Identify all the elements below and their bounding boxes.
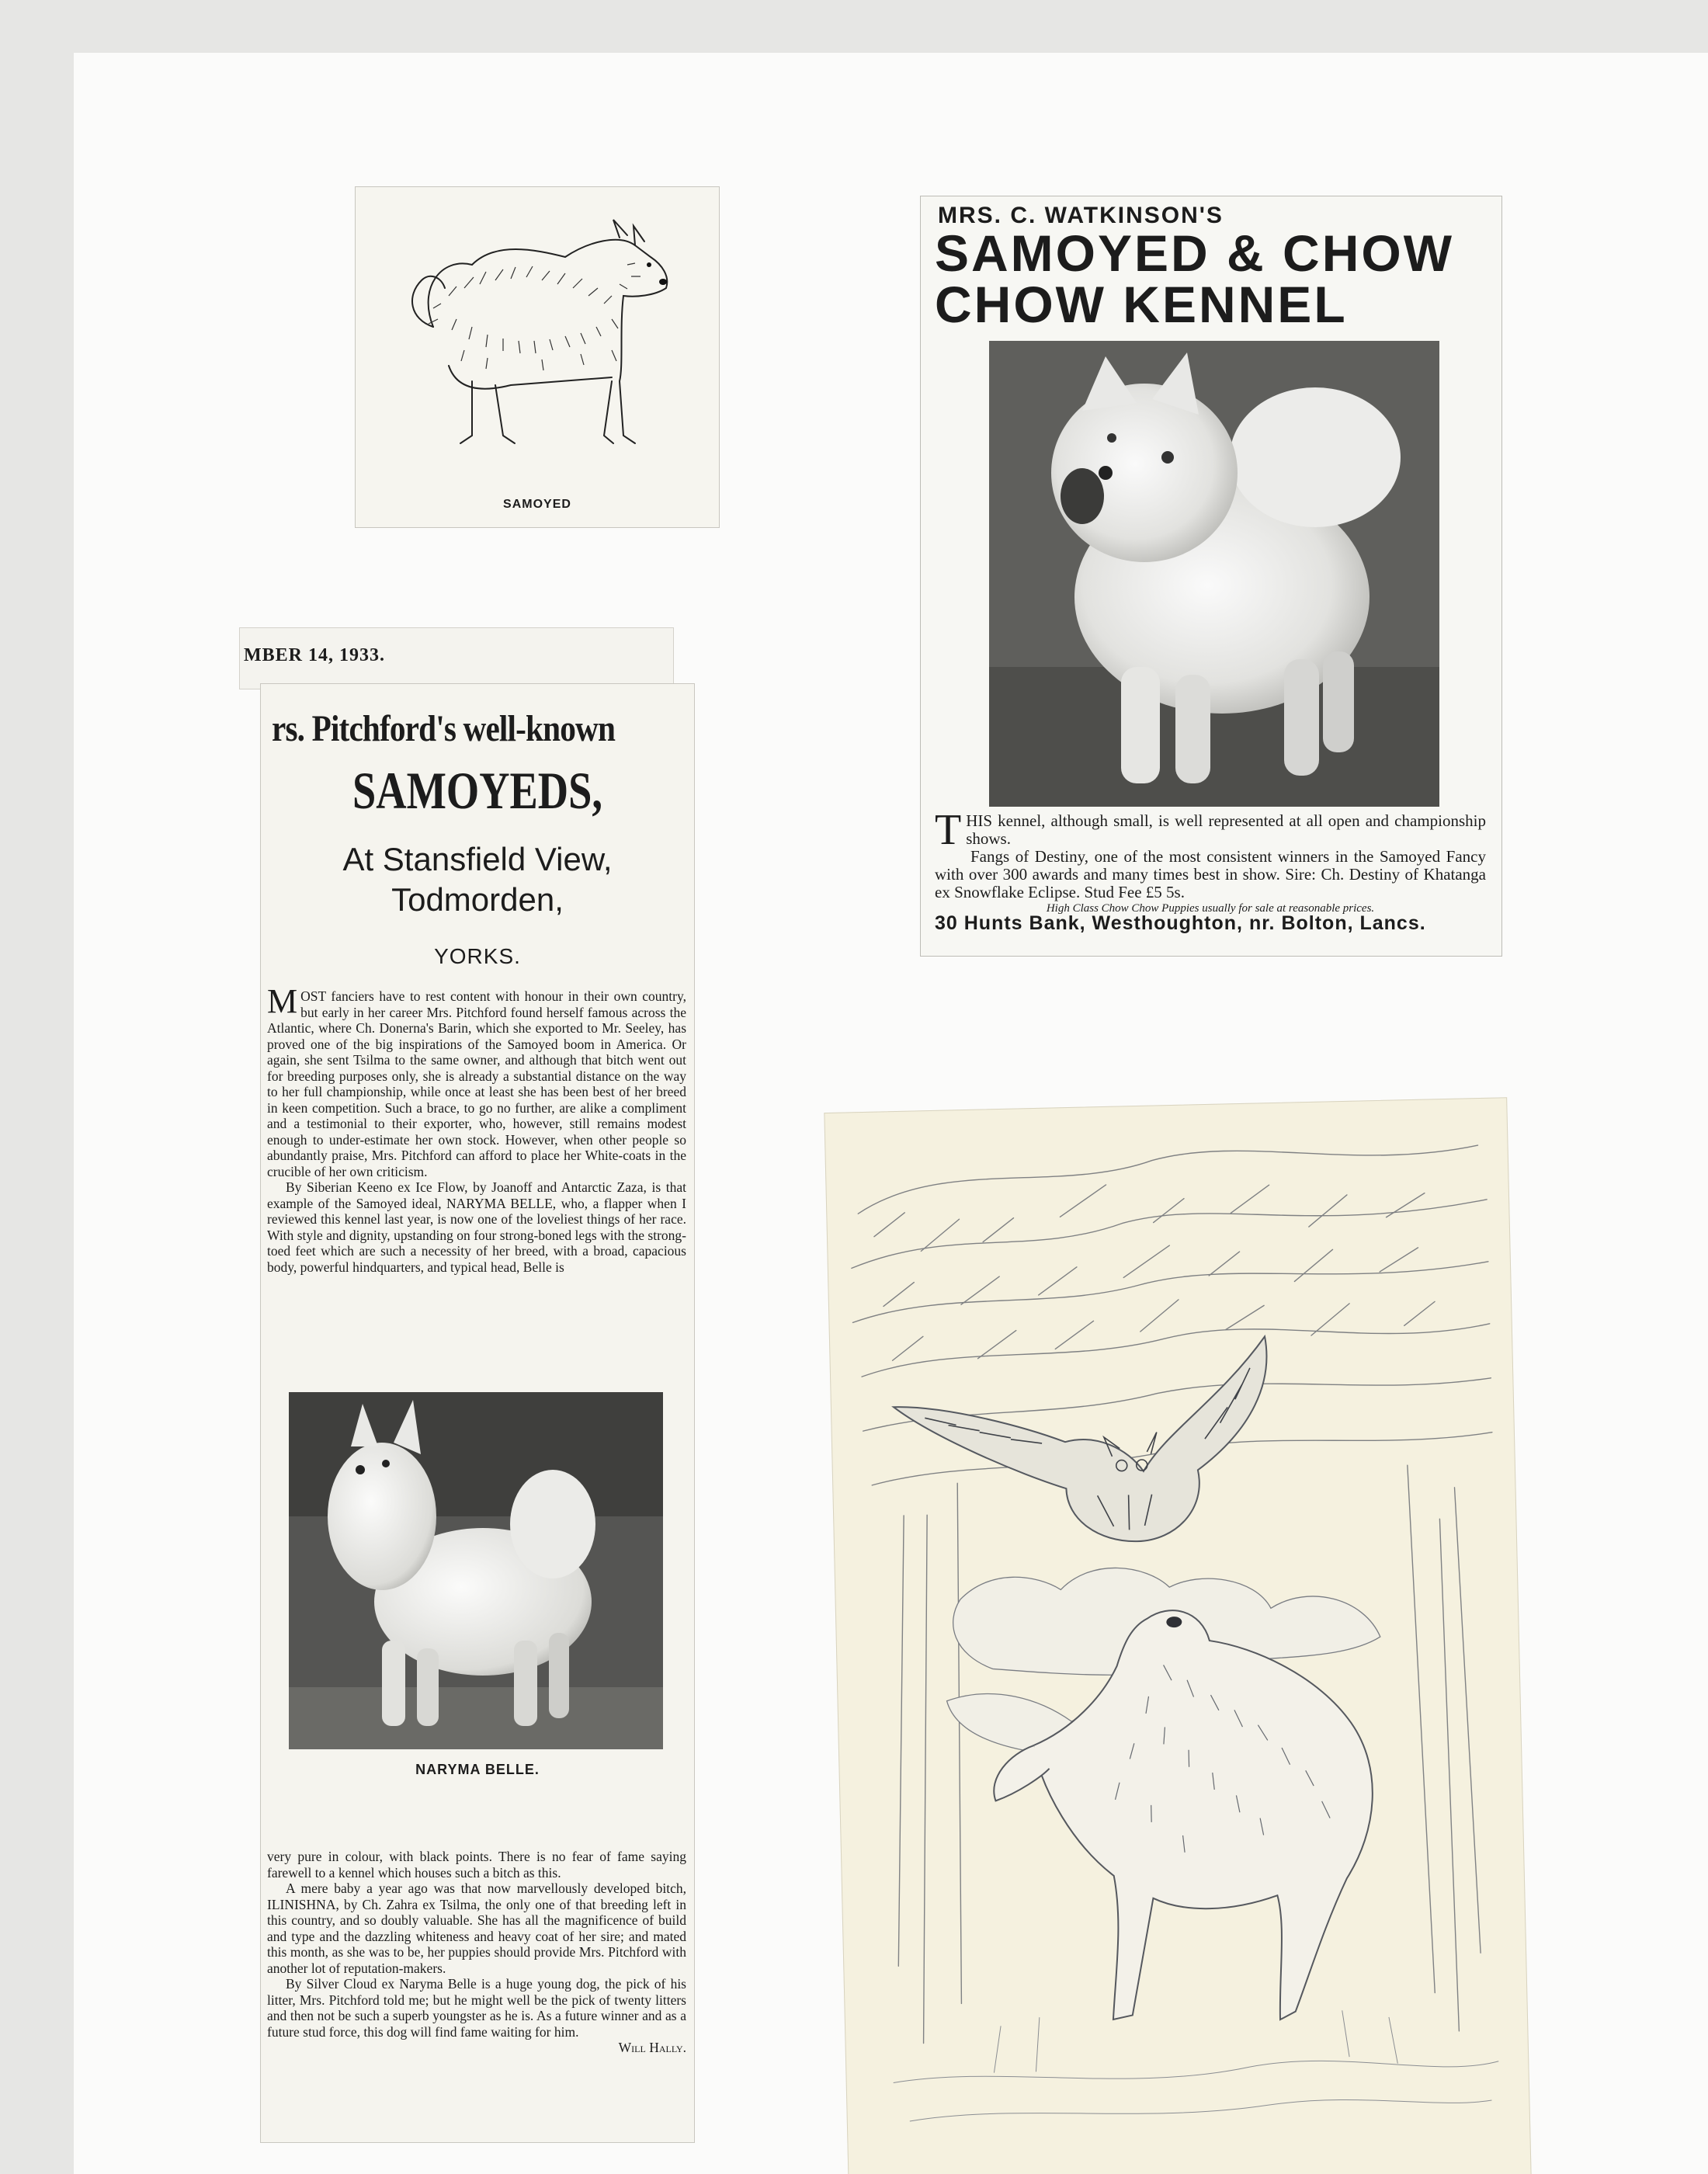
advert-dropcap: T — [935, 806, 962, 854]
samoyed-photo — [989, 341, 1439, 807]
owl-and-samoyed-illustration — [824, 1097, 1531, 2174]
scrapbook-page — [74, 53, 1708, 2174]
article-body-part2 — [267, 1849, 686, 2056]
pitchford-article-clipping — [260, 683, 695, 2143]
advert-address: 30 Hunts Bank, Westhoughton, nr. Bolton, Lancs. — [935, 912, 1426, 934]
article-paragraph-2: By Siberian Keeno ex Ice Flow, by Joanoff and Antarctic Zaza, is that example of the Samoyed ideal, NARYMA BELLE, who, a flapper when I reviewed this kennel last year, is now one of the loveliest things of her race. With style and dignity, upstanding on four strong-boned legs with the strong-toed feet which are such a necessity of her breed, with a broad, capacious body, powerful hindquarters, and typical head, Belle is — [267, 1179, 686, 1275]
samoyed-sketch-clipping — [355, 186, 720, 528]
article-location-line1: At Stansfield View, — [342, 841, 613, 877]
article-location-county: YORKS. — [434, 944, 521, 968]
advert-pre-title: MRS. C. WATKINSON'S — [938, 203, 1224, 228]
article-body-part1 — [267, 982, 686, 1275]
advert-title-line1: SAMOYED & CHOW — [935, 224, 1454, 282]
advert-title — [935, 224, 1454, 333]
article-paragraph-4: A mere baby a year ago was that now marvellously developed bitch, ILINISHNA, by Ch. Zahra ex Tsilma, the only one of that breeding left in this country, and so doubly valuable. She has all the magnificence of build and type and the dazzling whiteness and heavy coat of her sire; and mated this month, as she was to be, her puppies should provide Mrs. Pitchford with another lot of reputation-makers. — [267, 1881, 686, 1976]
article-date: MBER 14, 1933. — [244, 645, 385, 665]
date-clipping — [239, 627, 674, 689]
sketch-caption: SAMOYED — [503, 498, 571, 511]
article-headline-samoyeds: SAMOYEDS, — [352, 761, 602, 820]
naryma-belle-caption: NARYMA BELLE. — [415, 1762, 540, 1777]
article-dropcap: M — [267, 982, 298, 1020]
advert-note: High Class Chow Chow Puppies usually for sale at reasonable prices. — [1046, 902, 1375, 915]
article-location — [261, 839, 694, 920]
article-location-line2: Todmorden, — [391, 881, 564, 918]
naryma-belle-photo — [289, 1392, 663, 1749]
watkinson-advert-clipping — [920, 196, 1502, 957]
article-paragraph-5: By Silver Cloud ex Naryma Belle is a huge young dog, the pick of his litter, Mrs. Pitchford told me; but he might well be the pick of twenty litters and then not be such a superb youngster as he is. As a future winner and as a future stud force, this dog will find fame waiting for him. — [267, 1976, 686, 2040]
advert-title-line2: CHOW KENNEL — [935, 276, 1348, 333]
advert-body — [935, 806, 1486, 915]
advert-paragraph-2: Fangs of Destiny, one of the most consistent winners in the Samoyed Fancy with over 300 awards and many times best in show. Sire: Ch. Destiny of Khatanga ex Snowflake Eclipse. Stud Fee £5 5s. — [935, 847, 1486, 901]
article-paragraph-3: very pure in colour, with black points. There is no fear of fame saying farewell to a kennel which houses such a bitch as this. — [267, 1849, 686, 1881]
advert-paragraph-1: HIS kennel, although small, is well represented at all open and championship shows. — [966, 811, 1486, 848]
pencil-illustration-drawing — [824, 1098, 1532, 2174]
article-paragraph-1: MOST fanciers have to rest content with honour in their own country, but early in her career Mrs. Pitchford found herself famous across the Atlantic, where Ch. Donerna's Barin, which she exported to Mr. Seeley, has proved one of the big inspirations of the Samoyed boom in America. Or again, she sent Tsilma to the same owner, and although that bitch went out for breeding purposes only, she is already a substantial distance on the way to her full championship, while once at least she has been best of her breed in keen competition. Such a brace, to go no further, are alike a compliment and a testimonial to their exporter, who, however, still remains modest enough to under-estimate her own stock. However, when other people so abundantly praise, Mrs. Pitchford can afford to place her White-coats in the crucible of her own criticism. — [267, 982, 686, 1179]
article-byline: Will Hally. — [618, 2040, 686, 2055]
article-headline: rs. Pitchford's well-known — [272, 708, 616, 749]
samoyed-sketch-drawing — [387, 210, 689, 474]
